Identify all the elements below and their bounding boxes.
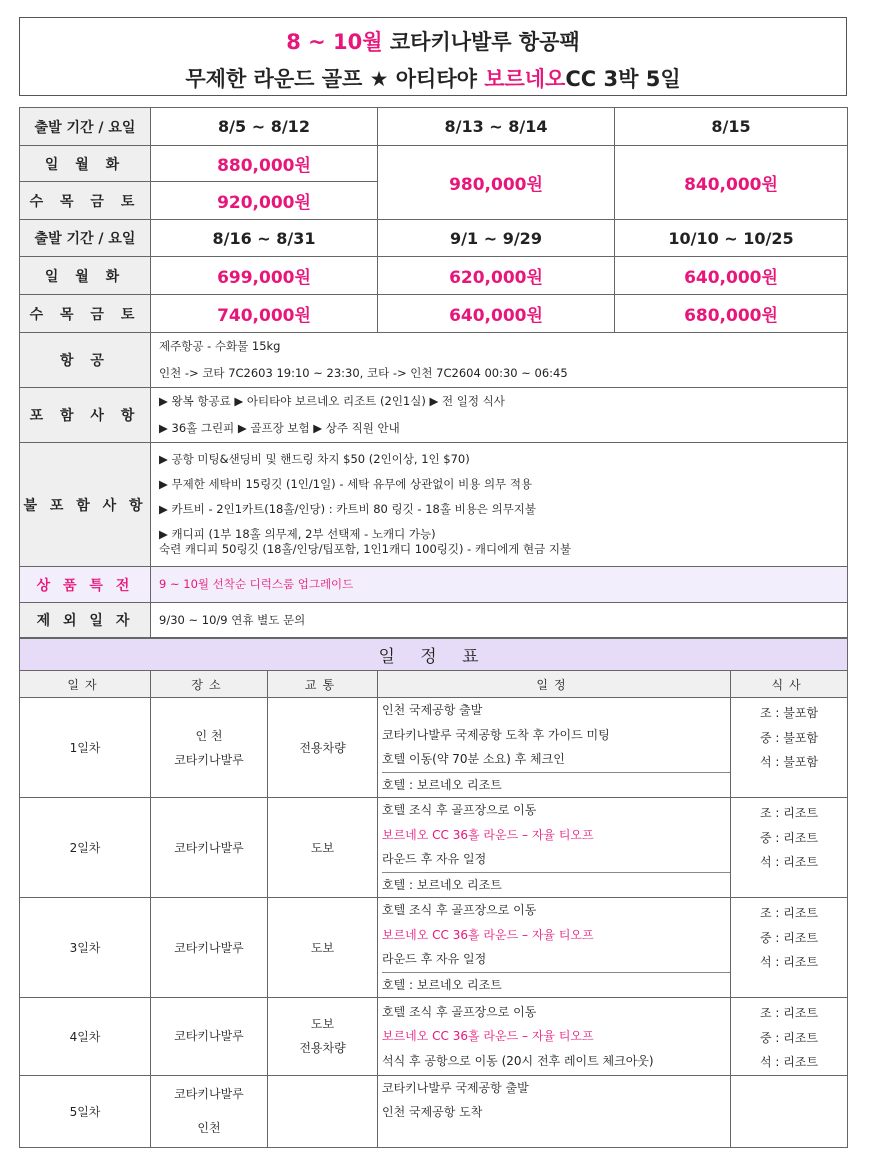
meals-cell: 조 : 불포함 중 : 불포함 석 : 불포함: [731, 698, 848, 798]
hotel-line: 호텔 : 보르네오 리조트: [382, 972, 730, 998]
period-range: 8/15: [615, 108, 848, 146]
period-label: 출발 기간 / 요일: [20, 108, 151, 146]
place-cell: 코타키나발루: [151, 998, 268, 1076]
col-header: 일정: [378, 671, 731, 698]
day-cell: 3일차: [20, 898, 151, 998]
period-range: 9/1 ~ 9/29: [378, 220, 615, 257]
place-cell: 코타키나발루: [151, 798, 268, 898]
day-cell: 2일차: [20, 798, 151, 898]
period-label: 출발 기간 / 요일: [20, 220, 151, 257]
period-range: 8/13 ~ 8/14: [378, 108, 615, 146]
blackout-info: 9/30 ~ 10/9 연휴 별도 문의: [151, 603, 848, 638]
period-range: 10/10 ~ 10/25: [615, 220, 848, 257]
price-cell: 680,000원: [615, 295, 848, 333]
itinerary-cell: 호텔 조식 후 골프장으로 이동 보르네오 CC 36홀 라운드 – 자율 티오프 라운드 후 자유 일정 호텔 : 보르네오 리조트: [378, 798, 731, 898]
schedule-row: [20, 698, 848, 798]
day-cell: 4일차: [20, 998, 151, 1076]
weekend-label: 수 목 금 토: [20, 295, 151, 333]
period-range: 8/16 ~ 8/31: [151, 220, 378, 257]
meals-cell: 조 : 리조트 중 : 리조트 석 : 리조트: [731, 998, 848, 1076]
transport-cell: 도보: [268, 898, 378, 998]
day-cell: 5일차: [20, 1075, 151, 1147]
schedule-table: [19, 638, 848, 1148]
price-cell: 640,000원: [378, 295, 615, 333]
col-header: 교통: [268, 671, 378, 698]
day-cell: 1일차: [20, 698, 151, 798]
schedule-row: [20, 898, 848, 998]
itinerary-cell: 인천 국제공항 출발 코타키나발루 국제공항 도착 후 가이드 미팅 호텔 이동(약 70분 소요) 후 체크인 호텔 : 보르네오 리조트: [378, 698, 731, 798]
schedule-row: [20, 1075, 848, 1147]
transport-cell: 도보: [268, 798, 378, 898]
hotel-line: 호텔 : 보르네오 리조트: [382, 872, 730, 898]
price-cell: 880,000원: [151, 146, 378, 182]
col-header: 식사: [731, 671, 848, 698]
itinerary-cell: 호텔 조식 후 골프장으로 이동 보르네오 CC 36홀 라운드 – 자율 티오프 라운드 후 자유 일정 호텔 : 보르네오 리조트: [378, 898, 731, 998]
meals-cell: [731, 1075, 848, 1147]
period-range: 8/5 ~ 8/12: [151, 108, 378, 146]
weekday-label: 일 월 화: [20, 146, 151, 182]
transport-cell: 전용차량: [268, 698, 378, 798]
price-cell: 640,000원: [615, 257, 848, 295]
price-cell: 699,000원: [151, 257, 378, 295]
excluded-info: ▶ 공항 미팅&샌딩비 및 핸드링 차지 $50 (2인이상, 1인 $70) ▶ 무제한 세탁비 15링깃 (1인/1일) - 세탁 유무에 상관없이 비용 의무 적용 ▶ 카트비 - 2인1카트(18홀/인당) : 카트비 80 링깃 - 18홀 비용은 의무지불 ▶ 캐디피 (1부 18홀 의무제, 2부 선택제 - 노캐디 가능) 숙련 캐디피 50링깃 (18홀/인당/팁포함, 1인1캐디 100링깃) - 캐디에게 현금 지불: [151, 443, 848, 567]
excluded-label: 불 포 함 사 항: [20, 443, 151, 567]
schedule-row: [20, 798, 848, 898]
meals-cell: 조 : 리조트 중 : 리조트 석 : 리조트: [731, 898, 848, 998]
hotel-line: 호텔 : 보르네오 리조트: [382, 772, 730, 798]
transport-cell: [268, 1075, 378, 1147]
itinerary-cell: 코타키나발루 국제공항 출발 인천 국제공항 도착: [378, 1075, 731, 1147]
place-cell: 코타키나발루: [151, 898, 268, 998]
special-info: 9 ~ 10월 선착순 디럭스룸 업그레이드: [151, 567, 848, 603]
price-cell: 840,000원: [615, 146, 848, 220]
schedule-row: [20, 998, 848, 1076]
itinerary-cell: 호텔 조식 후 골프장으로 이동 보르네오 CC 36홀 라운드 – 자율 티오프 석식 후 공항으로 이동 (20시 전후 레이트 체크아웃): [378, 998, 731, 1076]
place-cell: 코타키나발루 인천: [151, 1075, 268, 1147]
meals-cell: 조 : 리조트 중 : 리조트 석 : 리조트: [731, 798, 848, 898]
schedule-title: 일 정 표: [20, 639, 848, 671]
transport-cell: 도보 전용차량: [268, 998, 378, 1076]
col-header: 장소: [151, 671, 268, 698]
weekend-label: 수 목 금 토: [20, 182, 151, 220]
price-cell: 740,000원: [151, 295, 378, 333]
title-line-2: 무제한 라운드 골프 ★ 아티타야 보르네오CC 3박 5일: [185, 67, 681, 91]
col-header: 일자: [20, 671, 151, 698]
title-box: [19, 17, 847, 96]
place-cell: 인 천 코타키나발루: [151, 698, 268, 798]
pricing-table: [19, 107, 848, 638]
price-cell: 620,000원: [378, 257, 615, 295]
price-cell: 980,000원: [378, 146, 615, 220]
blackout-label: 제 외 일 자: [20, 603, 151, 638]
price-cell: 920,000원: [151, 182, 378, 220]
special-label: 상 품 특 전: [20, 567, 151, 603]
included-info: ▶ 왕복 항공료 ▶ 아티타야 보르네오 리조트 (2인1실) ▶ 전 일정 식사 ▶ 36홀 그린피 ▶ 골프장 보험 ▶ 상주 직원 안내: [151, 388, 848, 443]
weekday-label: 일 월 화: [20, 257, 151, 295]
title-line-1: 8 ~ 10월 코타키나발루 항공팩: [286, 30, 580, 54]
flight-info: 제주항공 - 수화물 15kg 인천 -> 코타 7C2603 19:10 ~ 23:30, 코타 -> 인천 7C2604 00:30 ~ 06:45: [151, 333, 848, 388]
flight-label: 항 공: [20, 333, 151, 388]
included-label: 포 함 사 항: [20, 388, 151, 443]
